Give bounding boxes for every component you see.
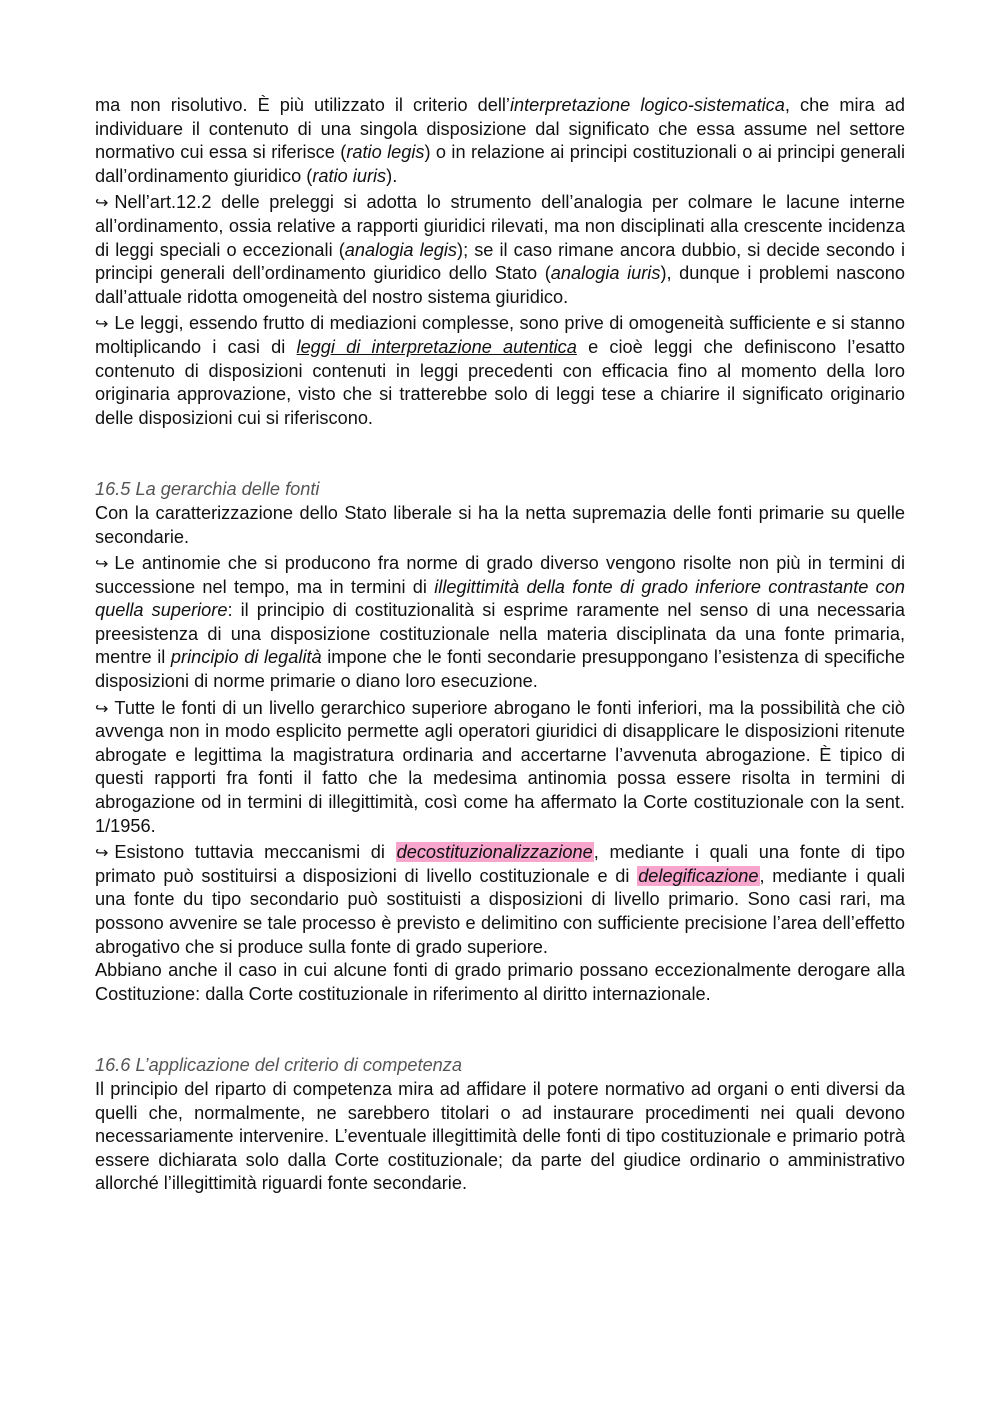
text-run: ); se il caso rimane ancora dubbio, si decide secondo i principi generali dell’ordinamento giuridico dello Stato ( — [95, 239, 905, 284]
body-paragraph — [95, 697, 905, 839]
body-paragraph — [95, 94, 905, 188]
highlighted-term: delegificazione — [638, 865, 759, 886]
italic-text: analogia legis — [344, 239, 458, 260]
hook-arrow-icon: ↪ — [95, 193, 109, 213]
underlined-term: leggi di interpretazione autentica — [296, 336, 577, 357]
text-run: Nell’art.12.2 delle preleggi si adotta lo strumento dell’analogia per colmare le lacune interne all’ordinamento, ossia relative a rapporti giuridici rilevati, ma non disciplinati alla crescente incidenza di leggi speciali o eccezionali ( — [95, 192, 905, 260]
body-paragraph — [95, 552, 905, 694]
text-run: Le antinomie che si producono fra norme di grado diverso vengono risolte non più in termini di successione nel tempo, ma in termini di — [95, 553, 905, 597]
text-run: Con la caratterizzazione dello Stato liberale si ha la netta supremazia delle fonti primarie su quelle secondarie. — [95, 502, 905, 547]
italic-text: interpretazione logico-sistematica — [509, 95, 785, 115]
text-run: Abbiano anche il caso in cui alcune fonti di grado primario possano eccezionalmente derogare alla Costituzione: dalla Corte costituzionale in riferimento al diritto internazionale. — [95, 960, 905, 1004]
text-run: , che mira ad individuare il contenuto di una singola disposizione dal significato che essa assume nel settore normativo cui essa si riferisce ( — [95, 95, 905, 163]
text-run: Le leggi, essendo frutto di mediazioni complesse, sono prive di omogeneità sufficiente e si stanno moltiplicando i casi di — [95, 313, 905, 357]
body-paragraph — [95, 191, 905, 309]
body-paragraph — [95, 1078, 905, 1196]
hook-arrow-icon: ↪ — [95, 554, 109, 574]
text-run: ), dunque i problemi nascono dall’attuale ridotta omogeneità del nostro sistema giuridico. — [95, 263, 905, 307]
body-paragraph — [95, 959, 905, 1006]
italic-text: ratio iuris — [312, 165, 387, 186]
text-run: , mediante i quali una fonte du tipo secondario può sostituisti a disposizioni di livello primario. Sono casi rari, ma possono avvenire se tale processo è previsto e delimitino con sufficiente precisione l’area dell’effetto abrogativo che si produce sulla fonte di grado superiore. — [95, 865, 905, 957]
body-paragraph — [95, 841, 905, 959]
text-run: Tutte le fonti di un livello gerarchico superiore abrogano le fonti inferiori, ma la possibilità che ciò avvenga non in modo esplicito permette agli operatori giuridici di disapplicare le disposizioni ritenute abrogate e legittima la magistratura ordinaria and accertarne l’avvenuta abrogazione. È tipico di questi rapporti fra fonti il fatto che la medesima antinomia possa essere risolta in termini di abrogazione od in termini di illegittimità, così come ha affermato la Corte costituzionale con la sent. 1/1956. — [95, 697, 905, 836]
section-heading: 16.5 La gerarchia delle fonti — [95, 479, 320, 500]
text-run: Il principio del riparto di competenza mira ad affidare il potere normativo ad organi o enti diversi da quelli che, normalmente, ne sarebbero titolari o ad instaurare procedimenti nei quali devono necessariamente intervenire. L’eventuale illegittimità delle fonti di tipo costituzionale e primario potrà essere dichiarata solo dalla Corte costituzionale; da parte del giudice ordinario o amministrativo allorché l’illegittimità riguardi fonte secondarie. — [95, 1078, 905, 1194]
text-run: ). — [386, 165, 398, 186]
italic-text: principio di legalità — [170, 647, 322, 668]
text-run: , mediante i quali una fonte di tipo primato può sostituirsi a disposizioni di livello costituzionale e di — [95, 842, 905, 886]
italic-text: ratio legis — [346, 142, 425, 163]
italic-text: illegittimità della fonte di grado inferiore contrastante con quella superiore — [95, 576, 905, 621]
text-run: ma non risolutivo. È più utilizzato il criterio dell’ — [95, 95, 510, 115]
text-run: : il principio di costituzionalità si esprime raramente nel senso di una necessaria preesistenza di una disposizione costituzionale nella materia disciplinata da una fonte primaria, mentre il — [95, 600, 905, 668]
text-run: impone che le fonti secondarie presuppongano l’esistenza di specifiche disposizioni di norme primarie o diano loro esecuzione. — [95, 647, 905, 692]
section-spacer — [95, 433, 905, 478]
section-spacer — [95, 1009, 905, 1054]
body-paragraph — [95, 312, 905, 430]
hook-arrow-icon: ↪ — [95, 843, 109, 863]
hook-arrow-icon: ↪ — [95, 314, 109, 334]
text-run: Esistono tuttavia meccanismi di — [114, 842, 396, 863]
body-paragraph — [95, 502, 905, 549]
section-heading: 16.6 L’applicazione del criterio di competenza — [95, 1055, 463, 1076]
text-run: e cioè leggi che definiscono l’esatto contenuto di disposizioni contenuti in leggi precedenti con efficacia fino al momento della loro originaria approvazione, visto che si tratterebbe solo di leggi tese a chiarire il significato originario delle disposizioni cui si riferiscono. — [95, 336, 905, 428]
highlighted-term: decostituzionalizzazione — [396, 842, 593, 863]
hook-arrow-icon: ↪ — [95, 698, 109, 718]
text-run: ) o in relazione ai principi costituzionali o ai principi generali dall’ordinamento giuridico ( — [95, 142, 905, 186]
italic-text: analogia iuris — [550, 263, 661, 284]
